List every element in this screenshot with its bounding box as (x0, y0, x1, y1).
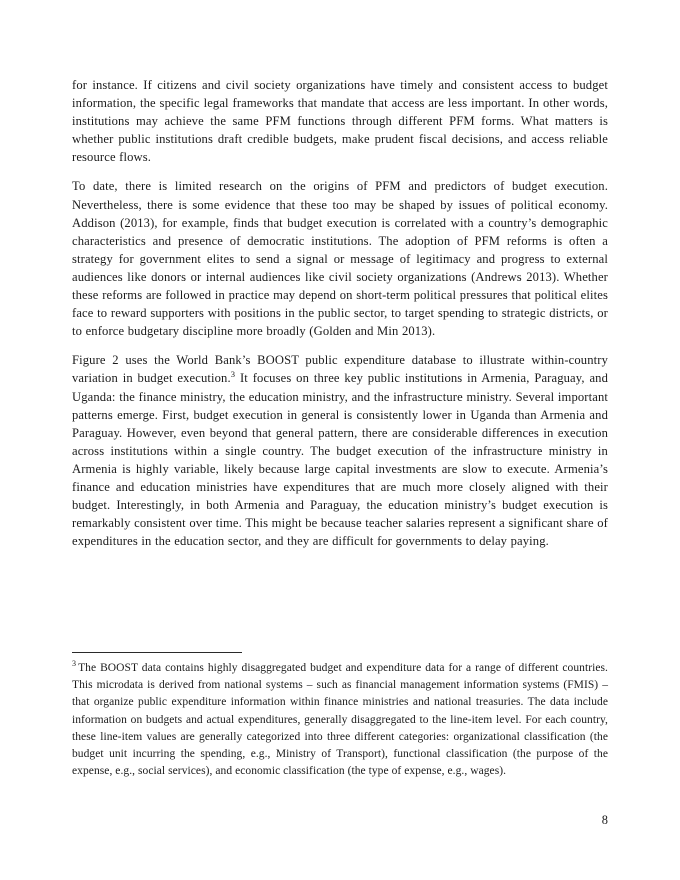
footnote-entry (72, 660, 608, 780)
footnote-reference-marker[interactable]: 3 (230, 369, 236, 380)
paragraph-3-text-before-footnote-marker: Figure 2 uses the World Bank’s BOOST public expenditure database to illustrate within-country variation in budget execution. (72, 353, 608, 386)
page-number: 8 (601, 813, 608, 827)
footnote-body-text: The BOOST data contains highly disaggregated budget and expenditure data for a range of different countries. This microdata is derived from national systems – such as financial management information systems (FMIS) – that organize public expenditure information within finance ministries and national treasuries. The data include information on budgets and actual expenditures, generally disaggregated to the line-item level. For each country, these line-item values are generally categorized into three different categories: organizational classification (the budget unit incurring the spending, e.g., Ministry of Transport), functional classification (the purpose of the expense, e.g., social services), and economic classification (the type of expense, e.g., wages). (72, 662, 608, 778)
footnote-number: 3 (72, 659, 77, 669)
paragraph-1: for instance. If citizens and civil society organizations have timely and consistent access to budget information, the specific legal frameworks that mandate that access are less important. In other words, institutions may achieve the same PFM functions through different PFM forms. What matters is whether public institutions draft credible budgets, make prudent fiscal decisions, and access reliable resource flows. (72, 78, 608, 165)
footnote-separator-rule (72, 652, 242, 653)
paragraph-3-text-after-footnote-marker: It focuses on three key public institutions in Armenia, Paraguay, and Uganda: the finance ministry, the education ministry, and the infrastructure ministry. Several important patterns emerge. First, budget execution in general is consistently lower in Uganda than Armenia and Paraguay. However, even beyond that general pattern, there are considerable differences in execution across institutions within a single country. The budget execution of the infrastructure ministry in Armenia is highly variable, likely because large capital investments are slow to execute. Armenia’s finance and education ministries have expenditures that are much more closely aligned with their budget. Interestingly, in both Armenia and Paraguay, the education ministry’s budget execution is remarkably consistent over time. This might be because teacher salaries represent a significant share of expenditures in the education sector, and they are difficult for governments to delay paying. (72, 371, 609, 549)
paragraph-3 (72, 351, 608, 550)
paragraph-2: To date, there is limited research on the origins of PFM and predictors of budget execution. Nevertheless, there is some evidence that these too may be shaped by issues of political economy. Addison (2013), for example, finds that budget execution is correlated with a country’s demographic characteristics and presence of democratic institutions. The adoption of PFM reforms is often a strategy for government elites to send a signal or message of legitimacy and progress to external audiences like donors or internal audiences like civil society organizations (Andrews 2013). Whether these reforms are followed in practice may depend on short-term political pressures that political elites face to reward supporters with positions in the public sector, to target spending to strategic districts, or to enforce budgetary discipline more broadly (Golden and Min 2013). (72, 179, 608, 339)
footnote-section (72, 652, 608, 780)
page-body-text (72, 76, 608, 550)
